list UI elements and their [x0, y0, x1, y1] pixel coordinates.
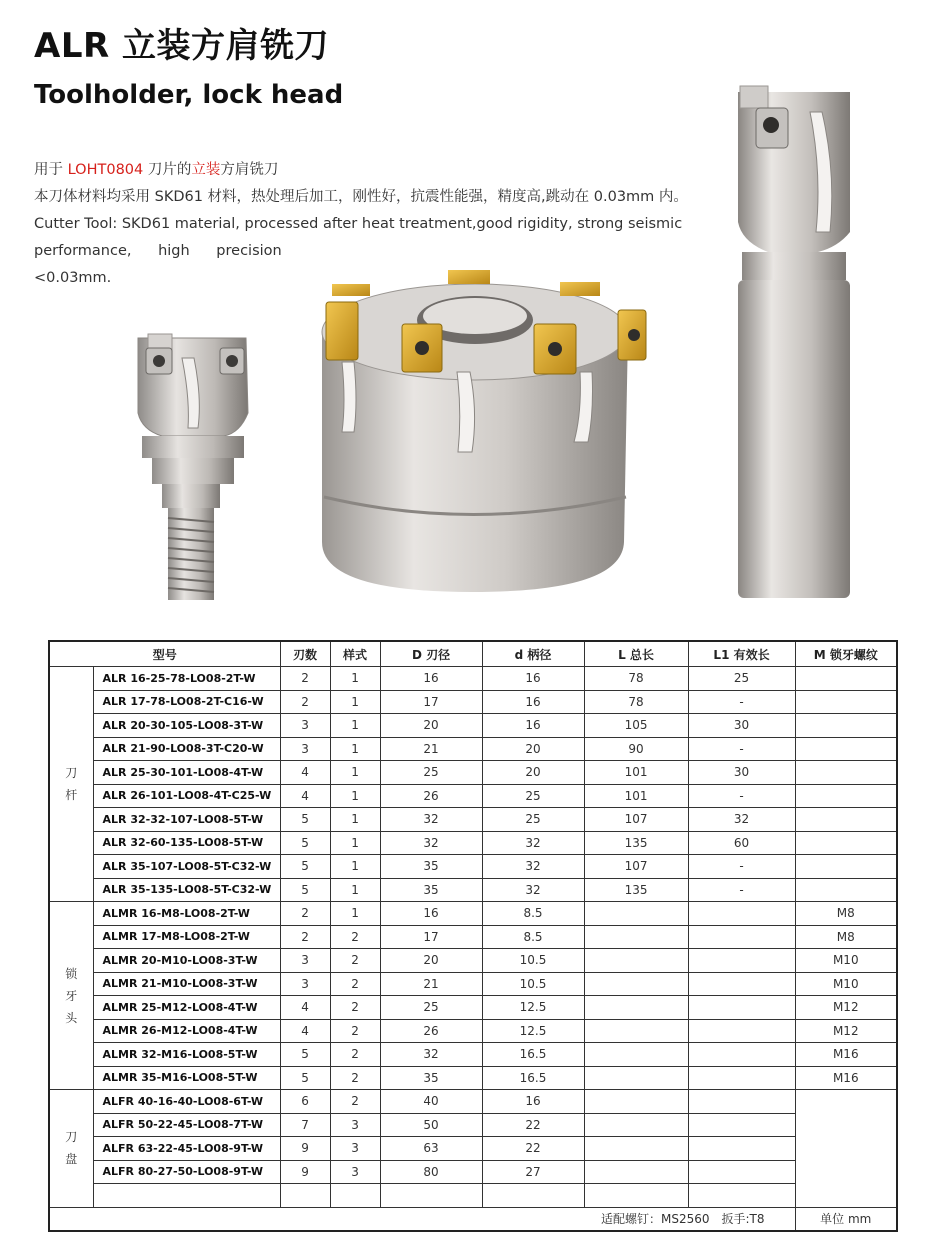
model-cell: ALMR 35-M16-LO08-5T-W: [93, 1066, 280, 1090]
end-mill-image: [718, 82, 868, 606]
model-cell: ALMR 16-M8-LO08-2T-W: [93, 902, 280, 926]
spec-cell: 2: [280, 690, 330, 714]
spec-cell: [688, 1137, 795, 1161]
spec-cell: 21: [380, 972, 482, 996]
spec-cell: 8.5: [482, 902, 584, 926]
table-footer-row: [49, 1207, 897, 1231]
spec-cell: [688, 1113, 795, 1137]
spec-cell: 2: [330, 1019, 380, 1043]
spec-cell: 4: [280, 996, 330, 1020]
spec-cell: [795, 808, 897, 832]
spec-cell: 17: [380, 925, 482, 949]
spec-cell: 32: [380, 1043, 482, 1067]
lock-head-image: [128, 318, 258, 608]
page-title: ALR 立装方肩铣刀: [34, 26, 329, 66]
table-row: [49, 1066, 897, 1090]
model-cell: ALR 25-30-101-LO08-4T-W: [93, 761, 280, 785]
spec-cell: 1: [330, 855, 380, 879]
spec-cell: 1: [330, 761, 380, 785]
spec-cell: 1: [330, 902, 380, 926]
spec-cell: 20: [380, 949, 482, 973]
spec-cell: [584, 1043, 688, 1067]
spec-cell: 3: [280, 714, 330, 738]
table-row: [49, 1043, 897, 1067]
table-row: [49, 972, 897, 996]
spec-cell: 2: [330, 996, 380, 1020]
table-row: [49, 737, 897, 761]
spec-cell: [795, 690, 897, 714]
table-row: [49, 925, 897, 949]
lock-head-group-label: 锁 牙 头: [49, 902, 93, 1090]
spec-cell: 35: [380, 878, 482, 902]
spec-cell: 6: [280, 1090, 330, 1114]
model-cell: ALR 20-30-105-LO08-3T-W: [93, 714, 280, 738]
spec-cell: 32: [482, 831, 584, 855]
spec-cell: 8.5: [482, 925, 584, 949]
spec-cell: 3: [280, 949, 330, 973]
spec-cell: [795, 784, 897, 808]
header-cutting-dia: D 刃径: [380, 641, 482, 667]
spec-cell: 2: [330, 1090, 380, 1114]
shank-group-label: 刀 杆: [49, 667, 93, 902]
model-cell: ALR 26-101-LO08-4T-C25-W: [93, 784, 280, 808]
spec-cell: [380, 1184, 482, 1208]
table-header-row: [49, 641, 897, 667]
spec-cell: 32: [380, 831, 482, 855]
model-cell: ALR 32-32-107-LO08-5T-W: [93, 808, 280, 832]
spec-cell: 12.5: [482, 996, 584, 1020]
table-row: [49, 784, 897, 808]
spec-cell: 1: [330, 667, 380, 691]
model-cell: ALR 32-60-135-LO08-5T-W: [93, 831, 280, 855]
spec-cell: 1: [330, 690, 380, 714]
table-row: [49, 808, 897, 832]
model-cell: ALR 16-25-78-LO08-2T-W: [93, 667, 280, 691]
spec-cell: -: [688, 855, 795, 879]
model-cell: ALFR 63-22-45-LO08-9T-W: [93, 1137, 280, 1161]
model-cell: ALFR 80-27-50-LO08-9T-W: [93, 1160, 280, 1184]
spec-cell: [688, 1066, 795, 1090]
spec-cell: -: [688, 690, 795, 714]
spec-cell: 30: [688, 714, 795, 738]
table-row: [49, 1019, 897, 1043]
model-cell: ALMR 17-M8-LO08-2T-W: [93, 925, 280, 949]
spec-cell: 60: [688, 831, 795, 855]
spec-cell: 16: [482, 690, 584, 714]
spec-cell: 25: [380, 761, 482, 785]
spec-cell: [688, 925, 795, 949]
model-cell: ALR 35-135-LO08-5T-C32-W: [93, 878, 280, 902]
spec-cell: [280, 1184, 330, 1208]
spec-cell: 9: [280, 1137, 330, 1161]
spec-cell: 20: [482, 761, 584, 785]
spec-cell: 25: [380, 996, 482, 1020]
spec-cell: 10.5: [482, 972, 584, 996]
table-row: [49, 690, 897, 714]
spec-cell: 25: [482, 784, 584, 808]
page-subtitle: Toolholder, lock head: [34, 80, 344, 110]
spec-cell: [688, 1160, 795, 1184]
spec-cell: [330, 1184, 380, 1208]
spec-cell: 30: [688, 761, 795, 785]
table-row: [49, 831, 897, 855]
spec-cell: 16.5: [482, 1043, 584, 1067]
header-edges: 刃数: [280, 641, 330, 667]
spec-cell: -: [688, 737, 795, 761]
spec-cell: M8: [795, 925, 897, 949]
spec-cell: 22: [482, 1137, 584, 1161]
model-cell: ALMR 20-M10-LO08-3T-W: [93, 949, 280, 973]
spec-cell: [584, 1019, 688, 1043]
spec-cell: 1: [330, 714, 380, 738]
spec-cell: M16: [795, 1043, 897, 1067]
spec-cell: 27: [482, 1160, 584, 1184]
face-mill-image: [312, 262, 652, 602]
spec-cell: 107: [584, 855, 688, 879]
spec-cell: 4: [280, 761, 330, 785]
model-cell: ALMR 25-M12-LO08-4T-W: [93, 996, 280, 1020]
description-line-4: performance, high precision: [34, 243, 282, 259]
header-effective-length: L1 有效长: [688, 641, 795, 667]
spec-cell: 135: [584, 878, 688, 902]
spec-cell: [584, 1113, 688, 1137]
spec-cell: [688, 972, 795, 996]
spec-cell: M12: [795, 996, 897, 1020]
spec-cell: M10: [795, 949, 897, 973]
spec-cell: 2: [280, 925, 330, 949]
thread-empty-cell: [795, 1090, 897, 1208]
table-row: [49, 949, 897, 973]
footer-note: 适配螺钉：MS2560 扳手:T8: [49, 1207, 795, 1231]
spec-cell: 78: [584, 667, 688, 691]
table-row: [49, 996, 897, 1020]
description-line-2: 本刀体材料均采用 SKD61 材料，热处理后加工，刚性好，抗震性能强，精度高,跳动在 0.03mm 内。: [34, 189, 688, 205]
spec-cell: M10: [795, 972, 897, 996]
model-cell: ALMR 26-M12-LO08-4T-W: [93, 1019, 280, 1043]
spec-cell: 4: [280, 784, 330, 808]
spec-cell: 9: [280, 1160, 330, 1184]
spec-cell: 5: [280, 1066, 330, 1090]
spec-cell: 26: [380, 1019, 482, 1043]
spec-cell: 3: [280, 972, 330, 996]
spec-cell: 5: [280, 855, 330, 879]
table-row: [49, 1184, 897, 1208]
spec-cell: 2: [330, 925, 380, 949]
spec-cell: 5: [280, 878, 330, 902]
spec-cell: [584, 972, 688, 996]
spec-cell: [584, 1184, 688, 1208]
spec-cell: [795, 667, 897, 691]
model-cell: ALFR 50-22-45-LO08-7T-W: [93, 1113, 280, 1137]
table-row: [49, 878, 897, 902]
table-row: [49, 761, 897, 785]
spec-cell: 1: [330, 831, 380, 855]
spec-cell: [584, 1160, 688, 1184]
spec-cell: 105: [584, 714, 688, 738]
spec-cell: 32: [380, 808, 482, 832]
spec-cell: M12: [795, 1019, 897, 1043]
spec-cell: 1: [330, 808, 380, 832]
spec-cell: [688, 996, 795, 1020]
spec-cell: 16: [482, 667, 584, 691]
table-row: [49, 1160, 897, 1184]
spec-cell: 2: [330, 972, 380, 996]
spec-table: [48, 640, 898, 1232]
spec-cell: 16: [482, 714, 584, 738]
mount-type: 立装: [191, 162, 221, 178]
spec-cell: M16: [795, 1066, 897, 1090]
spec-cell: [795, 878, 897, 902]
spec-cell: [688, 902, 795, 926]
spec-cell: [795, 737, 897, 761]
description-line-1: 用于 LOHT0804 刀片的立装方肩铣刀: [34, 162, 279, 178]
spec-cell: [688, 1019, 795, 1043]
spec-cell: 16.5: [482, 1066, 584, 1090]
spec-cell: [482, 1184, 584, 1208]
model-cell: ALMR 21-M10-LO08-3T-W: [93, 972, 280, 996]
spec-cell: 16: [380, 667, 482, 691]
spec-cell: 2: [330, 1043, 380, 1067]
spec-cell: 10.5: [482, 949, 584, 973]
spec-cell: [584, 902, 688, 926]
face-mill-group-label: 刀 盘: [49, 1090, 93, 1208]
table-row: [49, 902, 897, 926]
spec-cell: [584, 1090, 688, 1114]
description-line-3: Cutter Tool: SKD61 material, processed after heat treatment,good rigidity, strong seismic: [34, 216, 683, 232]
spec-cell: [584, 949, 688, 973]
spec-cell: 3: [330, 1160, 380, 1184]
spec-cell: [584, 996, 688, 1020]
spec-cell: 16: [482, 1090, 584, 1114]
table-row: [49, 714, 897, 738]
spec-cell: [688, 949, 795, 973]
spec-cell: [584, 1137, 688, 1161]
spec-cell: 7: [280, 1113, 330, 1137]
spec-cell: 90: [584, 737, 688, 761]
spec-cell: 20: [380, 714, 482, 738]
spec-cell: 25: [482, 808, 584, 832]
spec-cell: [584, 925, 688, 949]
spec-cell: 107: [584, 808, 688, 832]
spec-cell: 3: [280, 737, 330, 761]
spec-cell: [688, 1184, 795, 1208]
spec-cell: 63: [380, 1137, 482, 1161]
spec-cell: 20: [482, 737, 584, 761]
spec-cell: [795, 855, 897, 879]
spec-cell: 80: [380, 1160, 482, 1184]
spec-cell: 50: [380, 1113, 482, 1137]
spec-cell: 17: [380, 690, 482, 714]
spec-cell: [795, 761, 897, 785]
spec-cell: 5: [280, 808, 330, 832]
spec-cell: 3: [330, 1113, 380, 1137]
model-cell: ALR 17-78-LO08-2T-C16-W: [93, 690, 280, 714]
header-shank-dia: d 柄径: [482, 641, 584, 667]
description-line-5: <0.03mm.: [34, 270, 112, 286]
spec-cell: [688, 1043, 795, 1067]
model-cell: ALFR 40-16-40-LO08-6T-W: [93, 1090, 280, 1114]
header-total-length: L 总长: [584, 641, 688, 667]
table-row: [49, 667, 897, 691]
spec-cell: 2: [280, 902, 330, 926]
spec-cell: -: [688, 878, 795, 902]
model-cell: ALR 21-90-LO08-3T-C20-W: [93, 737, 280, 761]
spec-cell: 21: [380, 737, 482, 761]
spec-cell: 3: [330, 1137, 380, 1161]
spec-cell: 35: [380, 855, 482, 879]
model-cell: ALR 35-107-LO08-5T-C32-W: [93, 855, 280, 879]
header-model: 型号: [49, 641, 280, 667]
spec-cell: 1: [330, 784, 380, 808]
table-row: [49, 1113, 897, 1137]
spec-cell: [795, 714, 897, 738]
spec-cell: 12.5: [482, 1019, 584, 1043]
spec-cell: [584, 1066, 688, 1090]
header-style: 样式: [330, 641, 380, 667]
spec-cell: 135: [584, 831, 688, 855]
spec-cell: 26: [380, 784, 482, 808]
table-row: [49, 1137, 897, 1161]
spec-cell: 32: [482, 878, 584, 902]
spec-cell: [688, 1090, 795, 1114]
table-row: [49, 855, 897, 879]
spec-cell: 78: [584, 690, 688, 714]
spec-cell: -: [688, 784, 795, 808]
spec-cell: 16: [380, 902, 482, 926]
spec-cell: 101: [584, 761, 688, 785]
spec-cell: 40: [380, 1090, 482, 1114]
spec-cell: 1: [330, 737, 380, 761]
spec-cell: 5: [280, 831, 330, 855]
model-cell: [93, 1184, 280, 1208]
spec-cell: 101: [584, 784, 688, 808]
spec-cell: 2: [280, 667, 330, 691]
footer-unit: 单位 mm: [795, 1207, 897, 1231]
spec-cell: 32: [482, 855, 584, 879]
insert-model: LOHT0804: [67, 162, 144, 178]
spec-cell: 22: [482, 1113, 584, 1137]
spec-cell: 2: [330, 1066, 380, 1090]
spec-cell: 32: [688, 808, 795, 832]
spec-cell: 5: [280, 1043, 330, 1067]
header-thread: M 锁牙螺纹: [795, 641, 897, 667]
spec-cell: 25: [688, 667, 795, 691]
spec-cell: 2: [330, 949, 380, 973]
model-cell: ALMR 32-M16-LO08-5T-W: [93, 1043, 280, 1067]
table-row: [49, 1090, 897, 1114]
spec-cell: 4: [280, 1019, 330, 1043]
spec-cell: [795, 831, 897, 855]
spec-cell: 1: [330, 878, 380, 902]
spec-cell: M8: [795, 902, 897, 926]
spec-cell: 35: [380, 1066, 482, 1090]
